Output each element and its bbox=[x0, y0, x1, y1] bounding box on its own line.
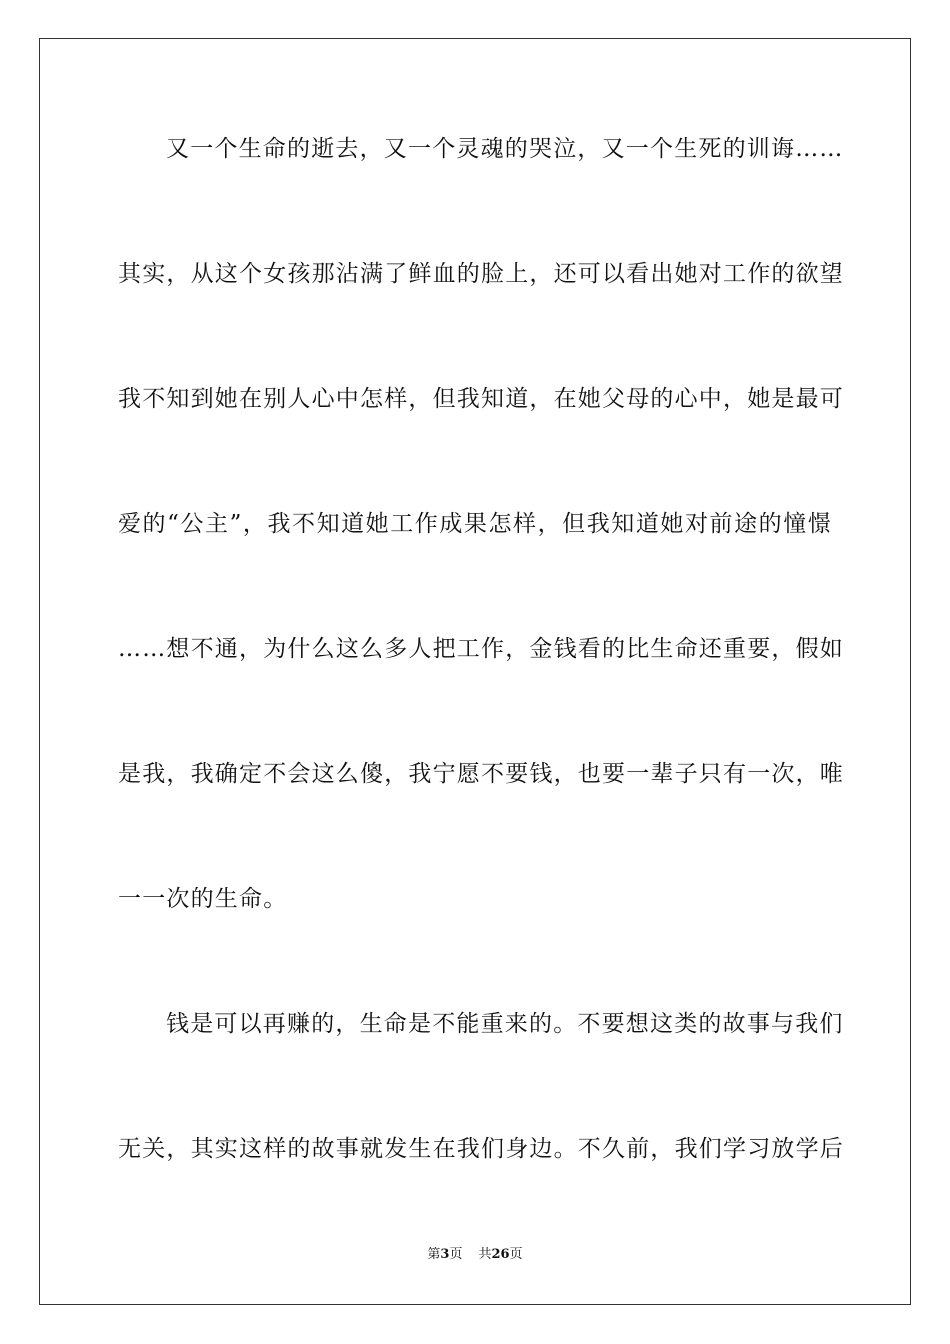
page-footer bbox=[0, 1246, 950, 1264]
text-line-8: 钱是可以再赚的，生命是不能重来的。不要想这类的故事与我们 bbox=[166, 1011, 844, 1037]
page-frame bbox=[39, 38, 911, 1305]
page-current: 3 bbox=[440, 1247, 450, 1262]
page-suffix: 页 bbox=[449, 1247, 463, 1262]
text-line-7: 一一次的生命。 bbox=[118, 886, 288, 912]
text-line-1: 又一个生命的逝去，又一个灵魂的哭泣，又一个生死的训诲…… bbox=[166, 136, 844, 162]
text-line-4: 爱的“公主”，我不知道她工作成果怎样，但我知道她对前途的憧憬 bbox=[118, 511, 832, 537]
text-line-3: 我不知到她在别人心中怎样，但我知道，在她父母的心中，她是最可 bbox=[118, 386, 844, 412]
text-line-2: 其实，从这个女孩那沾满了鲜血的脸上，还可以看出她对工作的欲望 bbox=[118, 261, 844, 287]
page-prefix: 第 bbox=[427, 1247, 441, 1262]
page-total: 26 bbox=[491, 1247, 510, 1262]
text-line-5: ……想不通，为什么这么多人把工作，金钱看的比生命还重要，假如 bbox=[118, 636, 844, 662]
text-line-6: 是我，我确定不会这么傻，我宁愿不要钱，也要一辈子只有一次，唯 bbox=[118, 761, 844, 787]
total-prefix: 共 bbox=[478, 1247, 492, 1262]
total-suffix: 页 bbox=[509, 1247, 523, 1262]
text-line-9: 无关，其实这样的故事就发生在我们身边。不久前，我们学习放学后 bbox=[118, 1136, 844, 1162]
